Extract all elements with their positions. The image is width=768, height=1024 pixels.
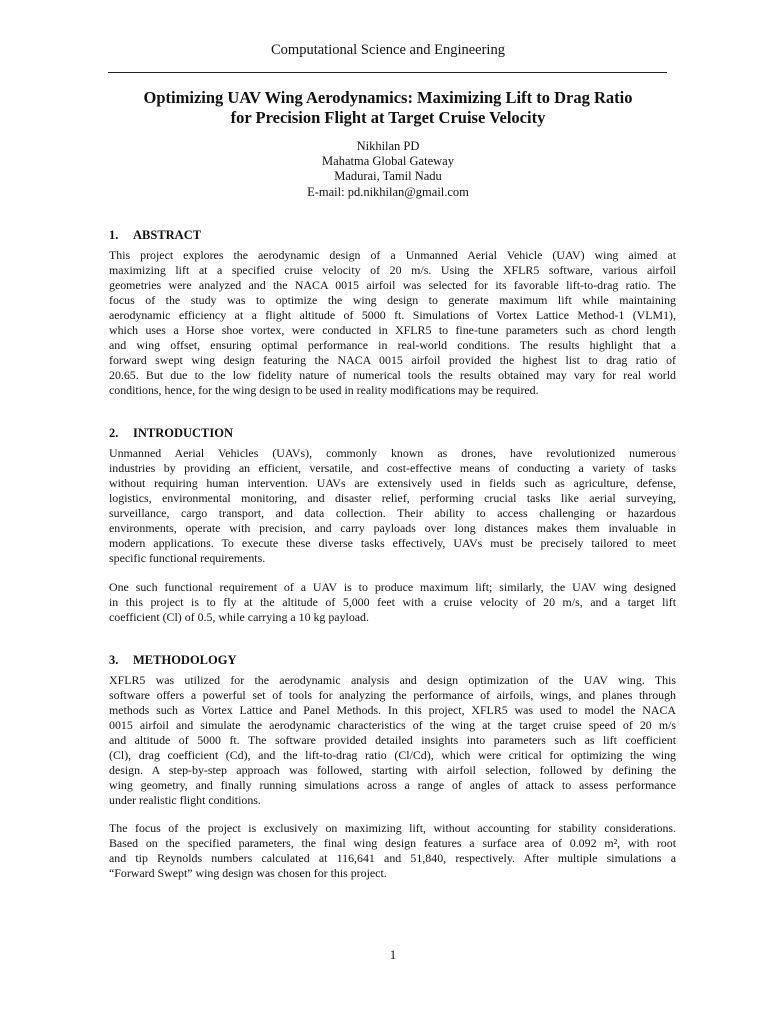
text-line: specific functional requirements. [109, 551, 266, 566]
text-line: wing geometry, and finally running simulations across a range of angles of attack to assess performance [109, 778, 676, 793]
text-line: focus of the study was to optimize the wing design to generate maximum lift while maintaining [109, 293, 676, 308]
text-line: (Cl), drag coefficient (Cd), and the lift-to-drag ratio (Cl/Cd), which were critical for optimizing the wing [109, 748, 676, 763]
section-heading-introduction [109, 426, 233, 441]
header-rule [108, 72, 667, 73]
text-line: forward swept wing design featuring the NACA 0015 airfoil provided the highest list to drag ratio of [109, 353, 676, 368]
text-line: which uses a Horse shoe vortex, were conducted in XFLR5 to fine-tune parameters such as chord length [109, 323, 676, 338]
section-number: 2. [109, 426, 119, 440]
section-title: METHODOLOGY [133, 653, 237, 667]
section-title: INTRODUCTION [133, 426, 234, 440]
text-line: coefficient (Cl) of 0.5, while carrying a 10 kg payload. [109, 610, 369, 625]
author-block [108, 139, 668, 200]
text-line: maximizing lift at a specified cruise velocity of 20 m/s. Using the XFLR5 software, various airfoil [109, 263, 676, 278]
abstract-paragraph [109, 248, 676, 398]
text-line: The focus of the project is exclusively on maximizing lift, without accounting for stability considerations. [109, 821, 676, 835]
section-number: 1. [109, 228, 119, 242]
section-title: ABSTRACT [133, 228, 202, 242]
text-line: 20.65. But due to the low fidelity nature of numerical tools the results obtained may vary for real world [109, 368, 676, 383]
text-line: This project explores the aerodynamic design of a Unmanned Aerial Vehicle (UAV) wing aimed at [109, 248, 676, 262]
section-heading-abstract [109, 228, 201, 243]
text-line: surveillance, cargo transport, and data collection. Their ability to access challenging or hazardous [109, 506, 676, 521]
text-line: software offers a powerful set of tools for analyzing the performance of airfoils, wings, and planes through [109, 688, 676, 703]
text-line: conditions, hence, for the wing design to be used in reality modifications may be required. [109, 383, 539, 398]
text-line: XFLR5 was utilized for the aerodynamic analysis and design optimization of the UAV wing. This [109, 673, 676, 687]
text-line: methods such as Vortex Lattice and Panel Methods. In this project, XFLR5 was used to model the NACA [109, 703, 676, 718]
text-line: and altitude of 5000 ft. The software provided detailed insights into parameters such as lift coefficient [109, 733, 676, 748]
text-line: aerodynamic efficiency at a flight altitude of 5000 ft. Simulations of Vortex Lattice Method-1 (VLM1), [109, 308, 676, 323]
text-line: and tip Reynolds numbers calculated at 116,641 and 51,840, respectively. After multiple simulations a [109, 851, 676, 866]
text-line: One such functional requirement of a UAV is to produce maximum lift; similarly, the UAV wing designed [109, 580, 676, 594]
title-line: for Precision Flight at Target Cruise Velocity [230, 107, 546, 127]
author-location: Madurai, Tamil Nadu [334, 169, 442, 184]
section-heading-methodology [109, 653, 236, 668]
text-line: 0015 airfoil and simulate the aerodynamic characteristics of the wing at the target cruise speed of 20 m/s [109, 718, 676, 733]
page-number: 1 [389, 947, 397, 962]
text-line: modern applications. To execute these diverse tasks effectively, UAVs must be precisely tailored to meet [109, 536, 676, 551]
author-name: Nikhilan PD [356, 139, 420, 153]
text-line: “Forward Swept” wing design was chosen for this project. [109, 866, 387, 881]
author-affiliation: Mahatma Global Gateway [322, 154, 454, 169]
text-line: environments, operate with precision, and carry payloads over long distances makes them invaluable in [109, 521, 676, 536]
methodology-paragraph-1 [109, 673, 676, 808]
paper-title [108, 88, 668, 127]
text-line: design. A step-by-step approach was followed, starting with airfoil selection, followed by defining the [109, 763, 676, 778]
text-line: geometries were analyzed and the NACA 0015 airfoil was selected for its favorable lift-to-drag ratio. The [109, 278, 676, 293]
text-line: under realistic flight conditions. [109, 793, 261, 808]
text-line: in this project is to fly at the altitude of 5,000 feet with a cruise velocity of 20 m/s, and a target lift [109, 595, 676, 610]
author-email: E-mail: pd.nikhilan@gmail.com [307, 184, 469, 199]
running-head: Computational Science and Engineering [271, 42, 505, 58]
methodology-paragraph-2 [109, 821, 676, 881]
introduction-paragraph-1 [109, 446, 676, 566]
introduction-paragraph-2 [109, 580, 676, 625]
text-line: industries by providing an efficient, versatile, and cost-effective means of conducting a variety of tasks [109, 461, 676, 476]
text-line: logistics, environmental monitoring, and disaster relief, performing crucial tasks like aerial surveying, [109, 491, 676, 506]
title-line: Optimizing UAV Wing Aerodynamics: Maximizing Lift to Drag Ratio [143, 88, 633, 107]
section-number: 3. [109, 653, 119, 667]
text-line: Unmanned Aerial Vehicles (UAVs), commonly known as drones, have revolutionized numerous [109, 446, 676, 460]
text-line: and wing offset, ensuring optimal performance in real-world conditions. The results highlight that a [109, 338, 676, 353]
text-line: without requiring human intervention. UAVs are extensively used in fields such as agriculture, defense, [109, 476, 676, 491]
text-line: Based on the specified parameters, the final wing design features a surface area of 0.092 m², with root [109, 836, 676, 851]
